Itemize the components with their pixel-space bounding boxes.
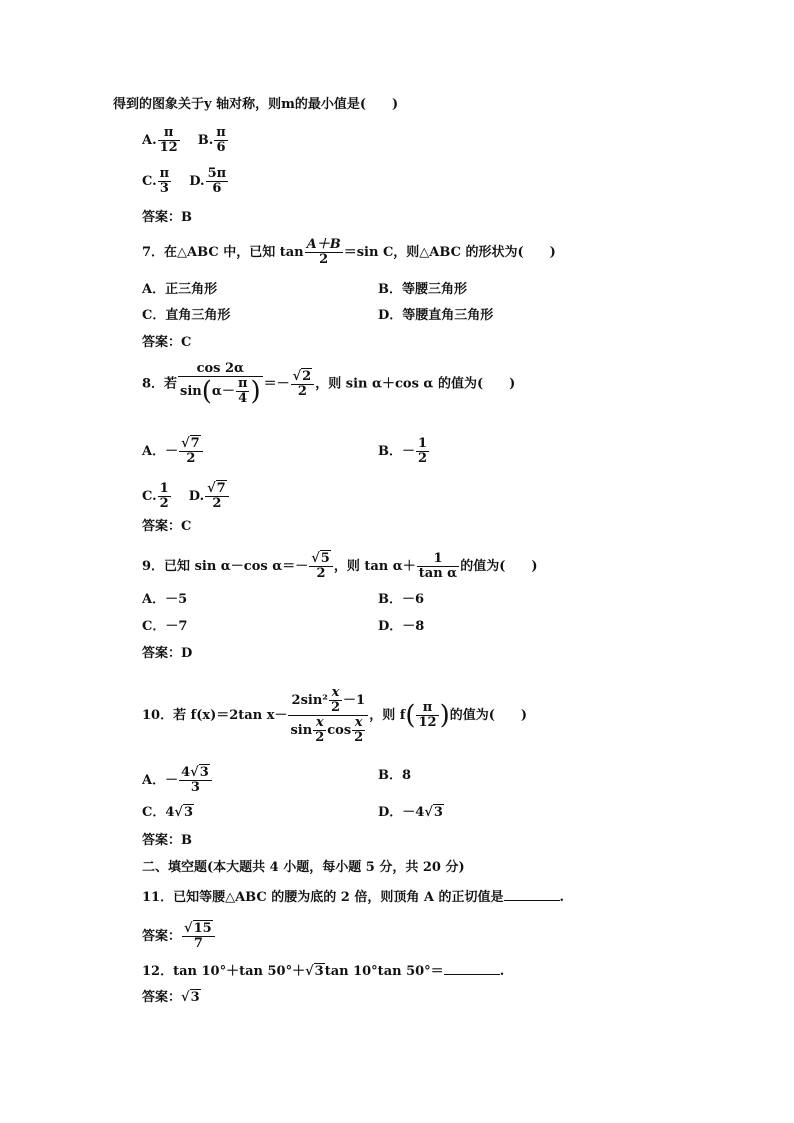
q12-blank xyxy=(444,962,500,975)
q12-stem: 12．tan 10°＋tan 50°＋√3tan 10°tan 50°＝ . xyxy=(142,964,505,979)
q11-blank xyxy=(504,888,560,901)
q6-opt-a-label: A. xyxy=(142,133,157,148)
q8-answer: 答案：C xyxy=(142,519,192,534)
q6-opt-b-frac: $\frac{\pi}{6}$ xyxy=(216,125,226,155)
q8-opt-a: A．－ $\frac{√7}{2}$ xyxy=(142,437,204,466)
q10-opt-c: C．4√3 xyxy=(142,805,193,820)
q10-stem: 10．若 f(x)＝2tan x－ 2sin² $\frac{x}{2}$ －1 sin $\frac{x}{2}$ cos $\frac{x}{2}$ ，则 f( $\frac{\pi}{12}$ )的值为( ) xyxy=(142,685,528,745)
q6-answer: 答案：B xyxy=(142,210,192,225)
q6-opt-c-label: C. xyxy=(142,174,157,189)
q6-opt-d-frac: $\frac{5\pi}{6}$ xyxy=(207,166,227,196)
q6-opt-c-frac: $\frac{\pi}{3}$ xyxy=(159,166,170,196)
q6-options-cd xyxy=(142,167,229,196)
q7-opt-b: B．等腰三角形 xyxy=(378,282,467,297)
q10-opt-a: A．－ $\frac{4√3}{3}$ xyxy=(142,766,213,795)
q8-lhs-frac: cos 2α sin(α－ $\frac{\pi}{4}$ ) xyxy=(180,361,261,407)
q7-opt-d: D．等腰直角三角形 xyxy=(378,308,494,323)
q7-opt-c: C．直角三角形 xyxy=(142,308,231,323)
q9-opt-c: C．－7 xyxy=(142,619,188,634)
q8-opt-b: B．－ $\frac{1}{2}$ xyxy=(378,436,428,466)
q9-answer: 答案：D xyxy=(142,646,193,661)
q6-opt-b-label: B. xyxy=(197,133,214,148)
q9-opt-d: D．－8 xyxy=(378,619,425,634)
q12-answer: 答案：√3 xyxy=(142,990,200,1005)
intro-line: 得到的图象关于y 轴对称，则m的最小值是( ) xyxy=(113,97,399,112)
q6-options-ab xyxy=(142,126,229,155)
q7-prefix: 7．在△ABC 中，已知 tan xyxy=(142,245,304,260)
section-2-heading: 二、填空题(本大题共 4 小题，每小题 5 分，共 20 分) xyxy=(142,860,465,875)
q10-opt-b: B．8 xyxy=(378,768,412,783)
q7-answer: 答案：C xyxy=(142,335,192,350)
q8-stem xyxy=(142,362,515,406)
q8-eq: ＝－ xyxy=(263,376,290,392)
q9-stem: 9．已知 sin α－cos α＝－ $\frac{√5}{2}$ ，则 tan α＋ $\frac{1}{\text{tan α}}$ 的值为( ) xyxy=(142,551,538,581)
q11-stem: 11．已知等腰△ABC 的腰为底的 2 倍，则顶角 A 的正切值是 . xyxy=(142,890,565,905)
q10-answer: 答案：B xyxy=(142,833,192,848)
q7-frac: $\frac{A+B}{2}$ xyxy=(306,237,341,267)
q9-opt-b: B．－6 xyxy=(378,592,425,607)
q8-suffix: ，则 sin α＋cos α 的值为( ) xyxy=(315,376,516,392)
q7-opt-a: A．正三角形 xyxy=(142,282,218,297)
q8-prefix: 8．若 xyxy=(142,376,178,392)
q8-opt-cd: C. $\frac{1}{2}$ D. $\frac{√7}{2}$ xyxy=(142,482,230,511)
q7-suffix: ＝sin C，则△ABC 的形状为( ) xyxy=(343,245,556,260)
q6-opt-d-label: D. xyxy=(189,174,205,189)
q7-stem xyxy=(142,238,556,267)
q10-main-frac: 2sin² $\frac{x}{2}$ －1 sin $\frac{x}{2}$ cos $\frac{x}{2}$ xyxy=(288,686,368,745)
q8-rhs-frac: $\frac{√2}{2}$ xyxy=(291,370,315,399)
q10-opt-d: D．－4√3 xyxy=(378,805,443,820)
q6-opt-a-frac: $\frac{\pi}{12}$ xyxy=(159,125,178,155)
q9-opt-a: A．－5 xyxy=(142,592,188,607)
q11-answer: 答案： $\frac{√15}{7}$ xyxy=(142,922,216,951)
